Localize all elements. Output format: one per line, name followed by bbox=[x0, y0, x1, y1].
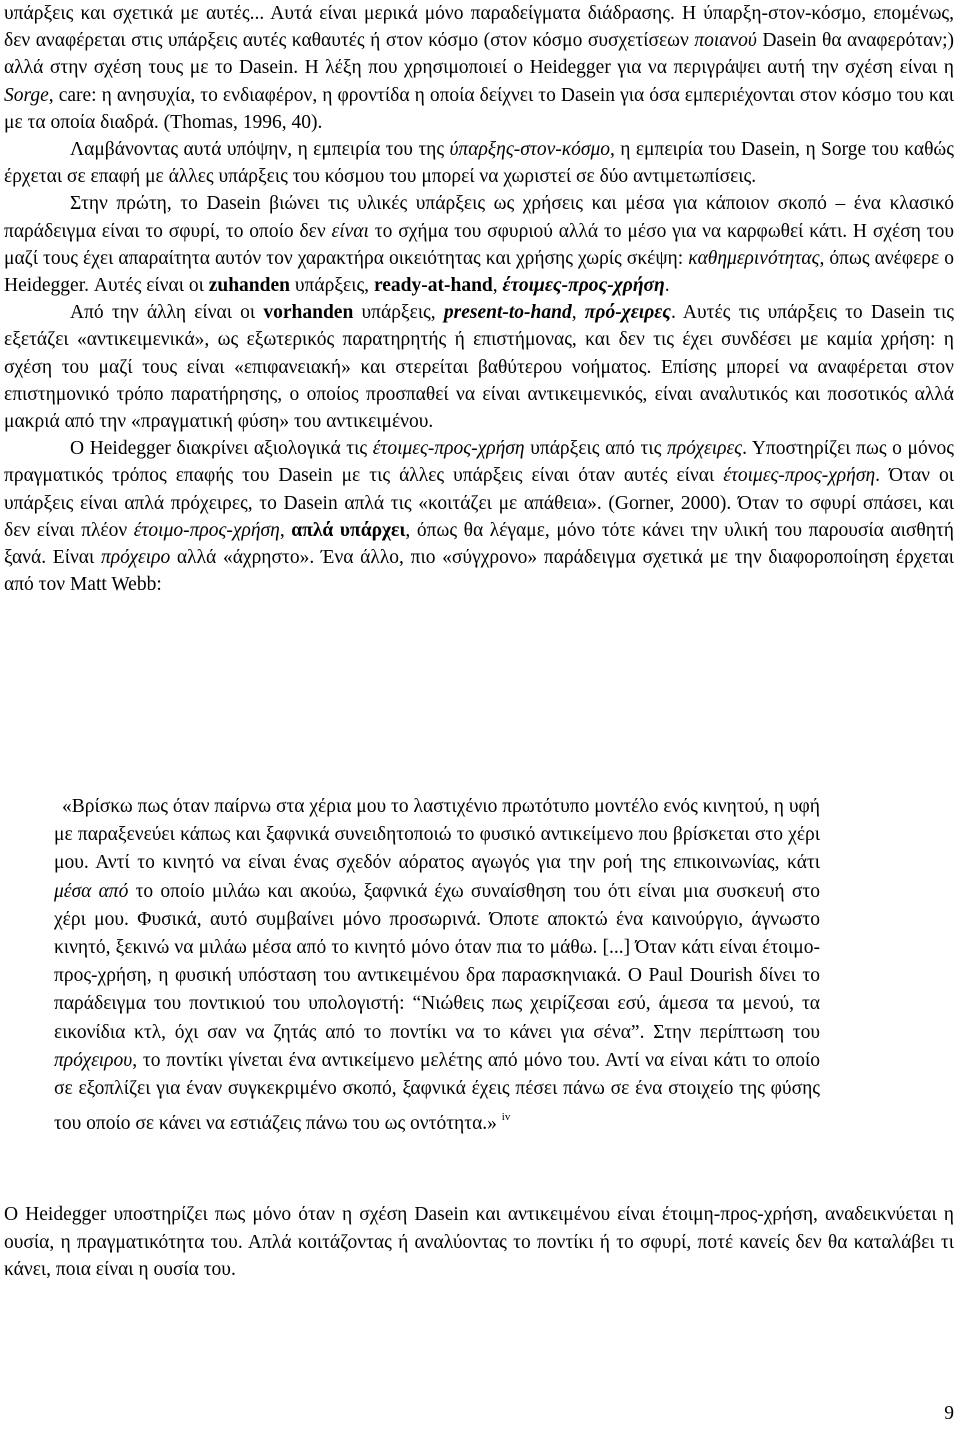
text-run: υπάρξεις, bbox=[290, 275, 374, 297]
page-number: 9 bbox=[944, 1403, 954, 1424]
paragraph-intro bbox=[4, 0, 954, 136]
paragraph-distinction bbox=[4, 435, 954, 598]
paragraph-present-to-hand bbox=[4, 299, 954, 435]
italic-text: πρόχειρο bbox=[100, 547, 171, 569]
text-run: Dasein θα αναφερόταν;) αλλά στην σχέση τους με το Dasein. Η λέξη που χρησιμοποιεί ο Heidegger για να περιγράψει αυτή την σχέση είναι η bbox=[4, 30, 954, 79]
text-run: . Υποστηρίζει πως ο μόνος πραγματικός τρόπος επαφής του Dasein με τις άλλες υπάρξεις είναι όταν αυτές είναι bbox=[4, 438, 954, 487]
italic-text: πρόχειρου bbox=[54, 1049, 133, 1071]
italic-text: πρόχειρες bbox=[666, 438, 743, 460]
paragraph-being-in-the-world bbox=[4, 136, 954, 190]
text-run: , η εμπειρία του Dasein, η Sorge του καθώς έρχεται σε επαφή με άλλες υπάρξεις του κόσμου του μπορεί να χωριστεί σε δύο αντιμετωπίσεις. bbox=[4, 139, 954, 188]
text-run: . Αυτές τις υπάρξεις το Dasein τις εξετάζει «αντικειμενικά», ως εξωτερικός παρατηρητής ή επιστήμονας, και δεν τις έχει συνδέσει με καμία χρήση: η σχέση του μαζί τους είναι «επιφανειακή» και στερείται βαθύτερου νοήματος. Επίσης μπορεί να αναφέρεται στον επιστημονικό τρόπο παρατήρησης, ο οποίος προσπαθεί να είναι αντικειμενικός, είναι αναλυτικός και ποσοτικός αλλά μακριά από την «πραγματική φύση» του αντικειμένου. bbox=[4, 302, 954, 433]
italic-text: μέσα από bbox=[54, 880, 129, 902]
text-run: . bbox=[664, 275, 670, 297]
bold-term-zuhanden: zuhanden bbox=[208, 275, 290, 297]
bold-italic-term-procheires: πρό-χειρες bbox=[584, 302, 671, 324]
text-run: , bbox=[571, 302, 585, 324]
text-run: «Βρίσκω πως όταν παίρνω στα χέρια μου το λαστιχένιο πρωτότυπο μοντέλο ενός κινητού, η υφή με παραξενεύει κάπως και ξαφνικά συνειδητοποιώ το φυσικό αντικείμενο που βρίσκεται στο χέρι μου. Αντί το κινητό να είναι ένας σχεδόν αόρατος αγωγός για την ροή της επικοινωνίας, κάτι bbox=[54, 796, 820, 874]
bold-term-vorhanden: vorhanden bbox=[263, 302, 354, 324]
paragraph-ready-at-hand bbox=[4, 190, 954, 299]
text-run: υπάρξεις και σχετικά με αυτές... Αυτά είναι μερικά μόνο παραδείγματα διάδρασης. Η ύπαρξη-στον-κόσμο, επομένως, δεν αναφέρεται στις υπάρξεις αυτές καθαυτές ή στον κόσμο (στον κόσμο συσχετίσεων bbox=[4, 3, 954, 52]
text-run: , bbox=[492, 275, 503, 297]
text-run: . Όταν οι υπάρξεις είναι απλά πρόχειρες, το Dasein απλά τις «κοιτάζει με απάθεια». (Gorner, 2000). Όταν το σφυρί σπάσει, και δεν είναι πλέον bbox=[4, 465, 954, 541]
italic-text: έτοιμες-προς-χρήση bbox=[372, 438, 525, 460]
text-run: Στην πρώτη, το Dasein βιώνει τις υλικές υπάρξεις ως χρήσεις και μέσα για κάποιον σκοπό – ένα κλασικό παράδειγμα είναι το σφυρί, το οποίο δεν bbox=[4, 193, 954, 242]
footnote-marker: iv bbox=[501, 1111, 511, 1124]
text-run: , όπως ανέφερε ο Heidegger. Αυτές είναι οι bbox=[4, 247, 954, 297]
italic-text: ύπαρξης-στον-κόσμο bbox=[449, 139, 610, 161]
text-run: το σχήμα του σφυριού αλλά το μέσο για να καρφωθεί κάτι. Η σχέση του μαζί τους έχει απαραίτητα αυτόν τον χαρακτήρα οικειότητας και χρήσης χωρίς σκέψη: bbox=[4, 220, 955, 269]
italic-text: είναι bbox=[331, 220, 369, 242]
text-run: Ο Heidegger διακρίνει αξιολογικά τις bbox=[70, 438, 373, 460]
italic-text: έτοιμες-προς-χρήση bbox=[723, 465, 876, 487]
text-run: Από την άλλη είναι οι bbox=[70, 302, 264, 324]
text-run: αλλά «άχρηστο». Ένα άλλο, πιο «σύγχρονο» παράδειγμα σχετικά με την διαφοροποίηση έρχεται από τον Matt Webb: bbox=[4, 547, 954, 596]
italic-text: ποιανού bbox=[694, 30, 757, 52]
text-run: , το ποντίκι γίνεται ένα αντικείμενο μελέτης από μόνο του. Αντί να είναι κάτι το οποίο σε εξοπλίζει για έναν συγκεκριμένο σκοπό, ξαφνικά έχεις πέσει πάνω σε ένα στοιχείο της φύσης του οποίο σε κάνει να εστιάζεις πάνω του ως οντότητα.» bbox=[54, 1049, 820, 1135]
text-run: υπάρξεις από τις bbox=[524, 438, 667, 460]
bold-term: απλά υπάρχει bbox=[291, 519, 406, 541]
text-run: , care: η ανησυχία, το ενδιαφέρον, η φροντίδα η οποία δείχνει το Dasein για όσα εμπεριέχονται στον κόσμο του και με τα οποία διαδρά. (Thomas, 1996, 40). bbox=[4, 84, 954, 133]
italic-text: έτοιμο-προς-χρήση bbox=[133, 519, 280, 541]
block-quote bbox=[54, 793, 820, 1138]
text-run: Λαμβάνοντας αυτά υπόψην, η εμπειρία του της bbox=[70, 139, 450, 161]
bold-italic-term-present-to-hand: present-to-hand bbox=[443, 302, 572, 324]
text-run: , όπως θα λέγαμε, μόνο τότε κάνει την υλική του παρουσία αισθητή ξανά. Είναι bbox=[4, 519, 954, 569]
document-body bbox=[4, 0, 954, 598]
italic-text: Sorge bbox=[4, 84, 49, 106]
bold-italic-term: έτοιμες-προς-χρήση bbox=[502, 275, 665, 297]
paragraph-closing: Ο Heidegger υποστηρίζει πως μόνο όταν η σχέση Dasein και αντικειμένου είναι έτοιμη-προς-χρήση, αναδεικνύεται η ουσία, η πραγματικότητα του. Απλά κοιτάζοντας ή αναλύοντας το ποντίκι ή το σφυρί, ποτέ κανείς δεν θα καταλάβει τι κάνει, ποια είναι η ουσία του. bbox=[4, 1204, 954, 1280]
bold-term-ready-at-hand: ready-at-hand bbox=[373, 275, 493, 297]
italic-text: καθημερινότητας bbox=[688, 247, 820, 269]
text-run: υπάρξεις, bbox=[353, 302, 444, 324]
text-run: , bbox=[279, 519, 292, 541]
text-run: το οποίο μιλάω και ακούω, ξαφνικά έχω συναίσθηση του ότι είναι μια συσκευή στο χέρι μου. Φυσικά, αυτό συμβαίνει μόνο προσωρινά. Όποτε αποκτώ ένα καινούργιο, άγνωστο κινητό, ξεκινώ να μιλάω μέσα από το κινητό μόνο όταν πια το μάθω. [...] Όταν κάτι είναι έτοιμο-προς-χρήση, η φυσική υπόσταση του αντικειμένου δρα παρασκηνιακά. Ο Paul Dourish δίνει το παράδειγμα του ποντικιού του υπολογιστή: “Νιώθεις πως χειρίζεσαι εσύ, άμεσα τα μενού, τα εικονίδια κτλ, όχι σαν να ζητάς από το ποντίκι να το κάνει για σένα”. Στην περίπτωση του bbox=[54, 880, 820, 1043]
